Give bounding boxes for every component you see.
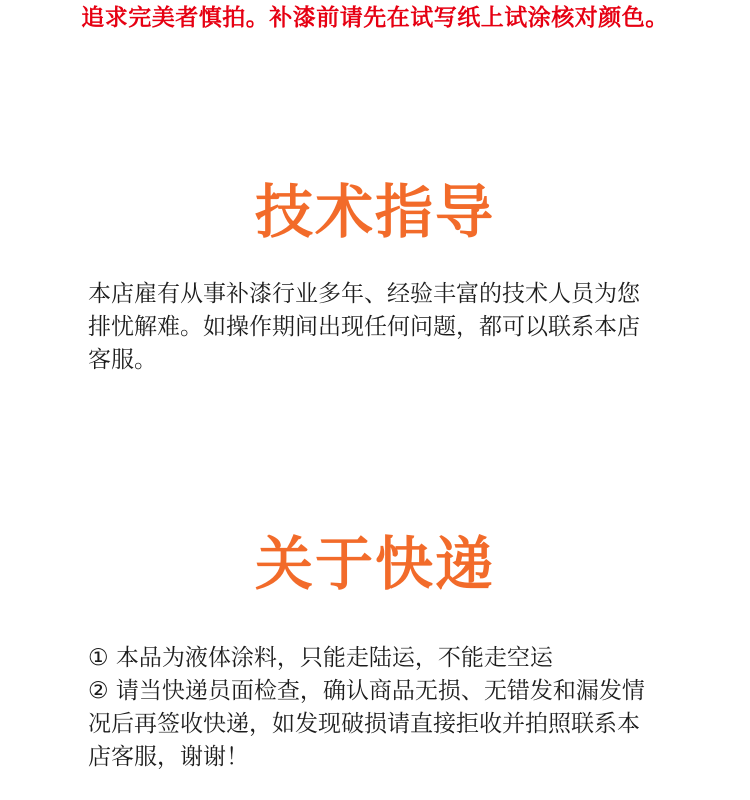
delivery-line: ① 本品为液体涂料，只能走陆运，不能走空运	[88, 645, 553, 671]
tech-support-paragraph	[88, 278, 678, 377]
warning-notice: 追求完美者慎拍。补漆前请先在试写纸上试涂核对颜色。	[81, 5, 669, 31]
tech-support-line: 排忧解难。如操作期间出现任何问题，都可以联系本店	[88, 314, 640, 340]
tech-support-line: 本店雇有从事补漆行业多年、经验丰富的技术人员为您	[88, 281, 640, 307]
delivery-line: ② 请当快递员面检查，确认商品无损、无错发和漏发情	[88, 678, 645, 704]
delivery-line: 店客服，谢谢！	[88, 744, 249, 770]
delivery-line: 况后再签收快递，如发现破损请直接拒收并拍照联系本	[88, 711, 640, 737]
tech-support-line: 客服。	[88, 347, 157, 373]
delivery-heading: 关于快递	[254, 530, 495, 598]
tech-support-heading: 技术指导	[254, 178, 495, 246]
delivery-paragraph	[88, 642, 678, 774]
